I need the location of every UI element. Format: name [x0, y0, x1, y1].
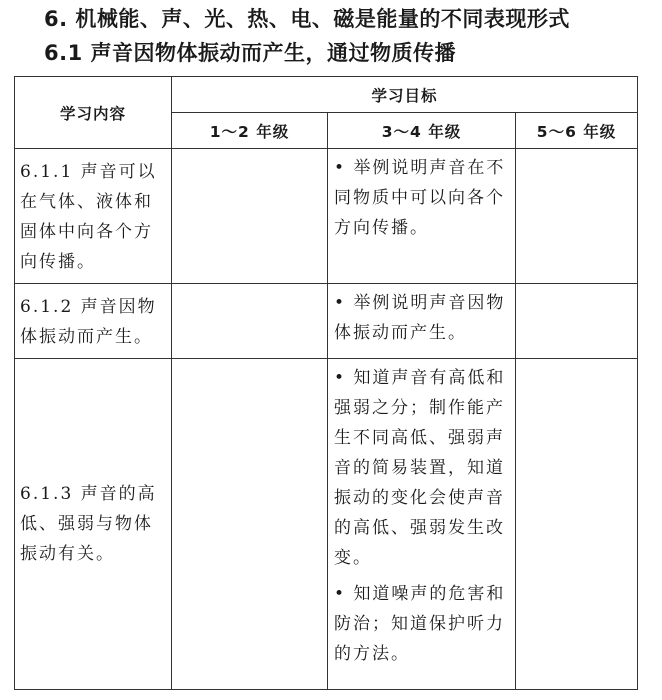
- grade-5-6-text: [516, 149, 637, 163]
- header-grade-1-2: 1～2 年级: [172, 113, 328, 149]
- subsection-heading: 6.1 声音因物体振动而产生，通过物质传播: [44, 41, 457, 65]
- content-text: 6.1.3 声音的高低、强弱与物体振动有关。: [20, 484, 157, 564]
- goal-bullet: • 知道噪声的危害和防治；知道保护听力的方法。: [328, 579, 515, 675]
- standards-table: [14, 76, 638, 690]
- grade-1-2-cell: [172, 359, 328, 690]
- grade-1-2-cell: [172, 149, 328, 284]
- table-row: [15, 284, 638, 359]
- goal-bullet: • 举例说明声音在不同物质中可以向各个方向传播。: [328, 149, 515, 249]
- goal-bullet: • 知道声音有高低和强弱之分；制作能产生不同高低、强弱声音的简易装置，知道振动的变化会使声音的高低、强弱发生改变。: [328, 359, 515, 579]
- header-grade-5-6: 5～6 年级: [516, 113, 638, 149]
- grade-5-6-cell: [516, 284, 638, 359]
- header-learning-goals: 学习目标: [172, 77, 638, 113]
- grade-3-4-cell: [328, 149, 516, 284]
- grade-5-6-text: [516, 359, 637, 373]
- grade-5-6-cell: [516, 359, 638, 690]
- table-row: [15, 359, 638, 690]
- content-text: 6.1.1 声音可以在气体、液体和固体中向各个方向传播。: [20, 162, 157, 272]
- grade-1-2-text: [172, 284, 327, 298]
- grade-3-4-cell: [328, 284, 516, 359]
- content-cell: [15, 149, 172, 284]
- content-cell: [15, 359, 172, 690]
- table-row: [15, 149, 638, 284]
- grade-1-2-cell: [172, 284, 328, 359]
- grade-5-6-cell: [516, 149, 638, 284]
- grade-3-4-cell: [328, 359, 516, 690]
- goal-bullet: • 举例说明声音因物体振动而产生。: [328, 284, 515, 354]
- content-cell: [15, 284, 172, 359]
- section-heading: 6. 机械能、声、光、热、电、磁是能量的不同表现形式: [44, 7, 570, 31]
- grade-1-2-text: [172, 149, 327, 163]
- grade-1-2-text: [172, 359, 327, 373]
- content-text: 6.1.2 声音因物体振动而产生。: [20, 297, 157, 347]
- header-grade-3-4: 3～4 年级: [328, 113, 516, 149]
- grade-5-6-text: [516, 284, 637, 298]
- header-learning-content: 学习内容: [15, 77, 172, 149]
